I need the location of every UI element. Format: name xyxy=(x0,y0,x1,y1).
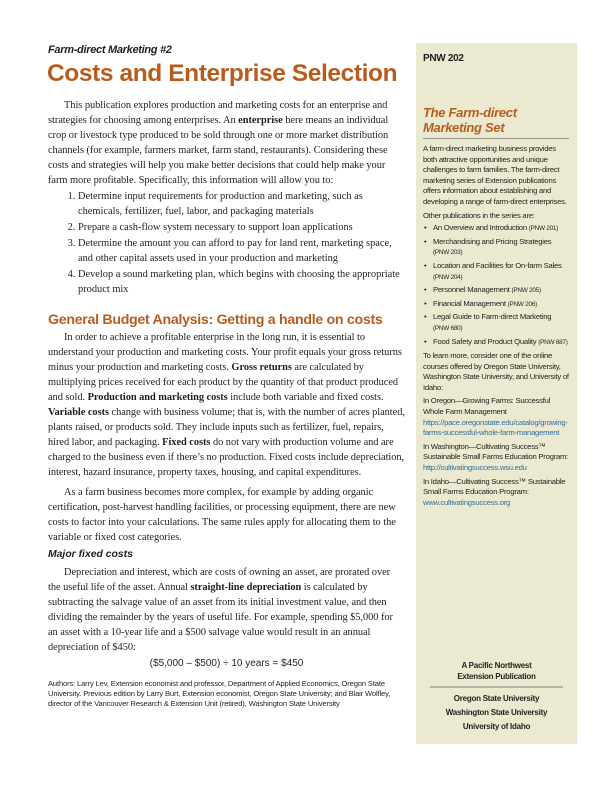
footer-divider xyxy=(430,686,563,688)
sidebar-footer xyxy=(416,661,577,734)
course-link-washington[interactable]: http://cultivatingsuccess.wsu.edu xyxy=(423,463,527,473)
sidebar-description: A farm-direct marketing business provides both attractive opportunities and unique challenges to farm families. The farm-direct marketing series of Extension publications offers information about establishing and developing a range of farm-direct enterprises. xyxy=(423,144,567,206)
publication-title: Personnel Management xyxy=(433,285,510,295)
publication-code: (PNW 201) xyxy=(528,225,559,233)
publication-code: (PNW 206) xyxy=(507,300,538,308)
term-fixed-costs: Fixed costs xyxy=(162,437,211,448)
intro-text-continued: here means an individual crop or livestock type produced to be sold through one or more market distribution channels (for example, farmers market, farm stand, restaurants). Considering these costs and strategies will help you make better decisions that could help make your farm more profitable. Specifically, this information will allow you to: xyxy=(48,115,389,186)
list-item: 3. Determine the amount you can afford to pay for land rent, marketing space, and other capital assets used in your production and marketing xyxy=(78,236,405,266)
complexity-paragraph: As a farm business becomes more complex, for example by adding organic certification, post-harvest handling facilities, or processing equipment, there are new costs to factor into your calculations. The same rules apply for allocating them to the variable or fixed cost categories. xyxy=(48,487,396,543)
bullet-icon: • xyxy=(424,260,427,270)
page-title: Costs and Enterprise Selection xyxy=(47,60,398,87)
publication-code: (PNW 204) xyxy=(433,273,463,281)
divider xyxy=(423,138,569,139)
text: are calculated by multiplying prices received for each product by the quantity of that product produced and sold. xyxy=(48,362,399,403)
publication-title: Merchandising and Pricing Strategies xyxy=(433,236,552,246)
course-link-idaho[interactable]: www.cultivatingsuccess.org xyxy=(423,497,511,507)
authors-note: Authors: Larry Lev, Extension economist and professor, Department of Applied Economics, Oregon State University. Previous edition by Larry Burt, Extension economist, Oregon State University; and Blair Wolfley, director of the Vancouver Research & Extension Unit (retired), Washington State University xyxy=(48,679,391,708)
publication-item xyxy=(423,312,569,334)
text: do not vary with production volume and are charged to the business even if there’s no production. Fixed costs include depreciation, interest, hazard insurance, property taxes, housing, and capital expenditures. xyxy=(48,437,405,478)
course-label: In Oregon—Growing Farms: Successful Whole Farm Management xyxy=(423,396,551,417)
bullet-icon: • xyxy=(424,312,427,322)
term-production-costs: Production and marketing costs xyxy=(87,392,228,403)
course-washington xyxy=(423,442,569,474)
term-gross-returns: Gross returns xyxy=(231,362,292,373)
university-osu: Oregon State University xyxy=(453,694,540,703)
publication-code: (PNW 687) xyxy=(538,338,568,346)
footer-line-2: Extension Publication xyxy=(457,672,536,682)
budget-paragraph xyxy=(48,330,405,480)
publication-list xyxy=(423,223,569,348)
subheading-fixed-costs: Major fixed costs xyxy=(48,549,133,560)
publication-item xyxy=(423,285,569,297)
bullet-icon: • xyxy=(424,285,427,295)
text: is calculated by subtracting the salvage value of an asset from its initial investment value, and then dividing the remainder by the years of useful life. For example, spending $5,000 for an asset with a 10-year life and a $500 salvage value would result in an annual depreciation of $450: xyxy=(48,582,393,653)
section-heading-budget: General Budget Analysis: Getting a handle on costs xyxy=(48,312,383,328)
publication-item xyxy=(423,237,569,259)
publication-item xyxy=(423,223,569,235)
intro-paragraph xyxy=(48,98,405,188)
university-uidaho: University of Idaho xyxy=(462,722,531,731)
objectives-list xyxy=(48,189,405,297)
term-enterprise: enterprise xyxy=(238,115,283,126)
footer-line-1: A Pacific Northwest xyxy=(461,661,532,671)
course-label: In Washington—Cultivating Success™ Sustainable Small Farms Education Program: xyxy=(423,441,569,462)
sidebar-panel xyxy=(416,43,577,744)
learn-more-text: To learn more, consider one of the online courses offered by Oregon State University, Washington State University, and University of Idaho: xyxy=(423,351,569,392)
publication-title: Food Safety and Product Quality xyxy=(433,336,537,346)
intro-text: This publication explores production and marketing costs for an enterprise and strategies for choosing among enterprises. An xyxy=(48,100,388,126)
other-publications-label: Other publications in the series are: xyxy=(423,210,535,220)
text: Depreciation and interest, which are costs of owning an asset, are prorated over the useful life of the asset. Annual xyxy=(48,567,391,593)
publication-title: Financial Management xyxy=(433,298,506,308)
bullet-icon: • xyxy=(424,298,427,308)
depreciation-paragraph xyxy=(48,565,405,655)
publication-title: An Overview and Introduction xyxy=(433,223,527,233)
publication-code: (PNW 203) xyxy=(433,249,463,257)
publication-title: Location and Facilities for On-farm Sales xyxy=(433,260,562,270)
text: include both variable and fixed costs. xyxy=(227,392,384,403)
publication-code: (PNW 205) xyxy=(511,287,541,295)
list-item: 2. Prepare a cash-flow system necessary to support loan applications xyxy=(78,220,405,235)
course-oregon xyxy=(423,396,569,438)
text: change with business volume; that is, with the number of acres planted, plants raised, or products sold. They include inputs such as fertilizer, fuel, repairs, hired labor, and packaging. xyxy=(48,407,405,448)
publication-title: Legal Guide to Farm-direct Marketing xyxy=(433,312,552,322)
bullet-icon: • xyxy=(424,336,427,346)
sidebar-title: The Farm-direct Marketing Set xyxy=(423,105,517,135)
bullet-icon: • xyxy=(424,236,427,246)
course-link-oregon[interactable]: https://pace.oregonstate.edu/catalog/growing-farms-successful-whole-farm-management xyxy=(423,417,568,438)
course-idaho xyxy=(423,477,569,509)
publication-item xyxy=(423,299,569,311)
publication-code: (PNW 680) xyxy=(433,324,463,332)
main-column xyxy=(48,44,405,716)
publication-item xyxy=(423,261,569,283)
list-item: 1. Determine input requirements for production and marketing, such as chemicals, fertilizer, fuel, labor, and packaging materials xyxy=(78,189,405,219)
publication-number: PNW 202 xyxy=(423,53,464,64)
depreciation-formula: ($5,000 – $500) ÷ 10 years = $450 xyxy=(149,658,304,669)
term-variable-costs: Variable costs xyxy=(48,407,109,418)
university-wsu: Washington State University xyxy=(445,708,548,717)
bullet-icon: • xyxy=(424,223,427,233)
list-item: 4. Develop a sound marketing plan, which begins with choosing the appropriate product mix xyxy=(78,267,405,297)
course-label: In Idaho—Cultivating Success™ Sustainable Small Farms Education Program: xyxy=(423,476,566,497)
publication-item xyxy=(423,337,569,349)
term-straight-line-depreciation: straight-line depreciation xyxy=(190,582,302,593)
text: In order to achieve a profitable enterprise in the long run, it is essential to understand your production and marketing costs. Your profit equals your gross returns minus your production and marketing costs. xyxy=(48,332,402,373)
series-label: Farm-direct Marketing #2 xyxy=(48,44,172,56)
